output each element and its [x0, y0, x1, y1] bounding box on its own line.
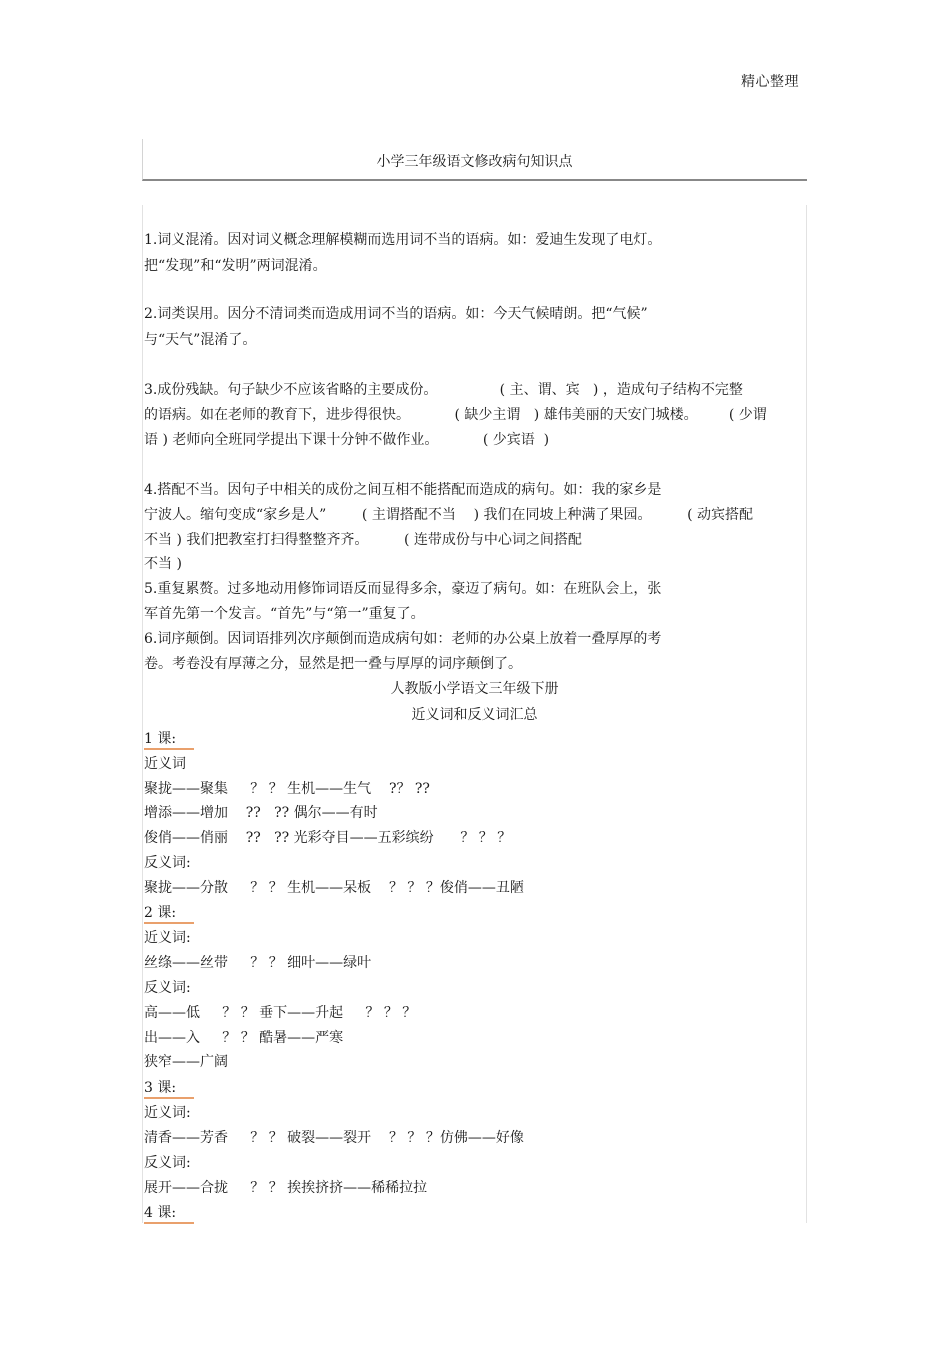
paragraph-line: 的语病。如在老师的教育下，进步得很快。 ( 缺少主谓 ) 雄伟美丽的天安门城楼。 ( 少谓	[144, 407, 767, 423]
paragraph-line: 1.词义混淆。因对词义概念理解模糊而选用词不当的语病。如：爱迪生发现了电灯。	[144, 232, 662, 248]
lesson-heading: 4 课:	[144, 1204, 194, 1224]
word-pair-line: 聚拢——聚集 ？ ？ 生机——生气 ?？ ??	[144, 781, 430, 797]
page-title: 小学三年级语文修改病句知识点	[376, 154, 573, 170]
paragraph-line: 宁波人。缩句变成“家乡是人” ( 主谓搭配不当 ) 我们在同坡上种满了果园。 ( 动宾搭配	[144, 507, 754, 523]
word-group-label: 近义词	[144, 756, 186, 772]
paragraph-line: 5.重复累赘。过多地动用修饰词语反而显得多余，豪迈了病句。如：在班队会上，张	[144, 581, 662, 597]
word-group-label: 反义词:	[144, 1155, 191, 1171]
paragraph-line: 不当 ) 我们把教室打扫得整整齐齐。 ( 连带成份与中心词之间搭配	[144, 532, 582, 548]
paragraph-line: 与“天气”混淆了。	[144, 332, 257, 348]
paragraph-line: 不当 )	[144, 556, 182, 572]
word-pair-line: 聚拢——分散 ？ ？ 生机——呆板 ？ ？ ？俊俏——丑陋	[144, 880, 524, 896]
header-note: 精心整理	[741, 74, 799, 90]
paragraph-line: 军首先第一个发言。“首先”与“第一”重复了。	[144, 606, 425, 622]
word-pair-line: 清香——芳香 ？ ？ 破裂——裂开 ？ ？ ？仿佛——好像	[144, 1130, 524, 1146]
paragraph-line: 把“发现”和“发明”两词混淆。	[144, 258, 327, 274]
word-pair-line: 出——入 ？ ？ 酷暑——严寒	[144, 1030, 344, 1046]
paragraph-line: 3.成份残缺。句子缺少不应该省略的主要成份。 ( 主、谓、宾 ) ，造成句子结构不完整	[144, 382, 743, 398]
word-pair-line: 展开——合拢 ？ ？ 挨挨挤挤——稀稀拉拉	[144, 1180, 428, 1196]
word-pair-line: 丝绦——丝带 ？ ？ 细叶——绿叶	[144, 955, 372, 971]
word-group-label: 近义词:	[144, 930, 191, 946]
section-subtitle: 近义词和反义词汇总	[411, 707, 538, 723]
word-pair-line: 狭窄——广阔	[144, 1054, 228, 1070]
paragraph-line: 4.搭配不当。因句子中相关的成份之间互相不能搭配而造成的病句。如：我的家乡是	[144, 482, 662, 498]
paragraph-line: 卷。考卷没有厚薄之分，显然是把一叠与厚厚的词序颠倒了。	[144, 656, 522, 672]
paragraph-line: 2.词类误用。因分不清词类而造成用词不当的语病。如：今天气候晴朗。把“气候”	[144, 306, 648, 322]
word-pair-line: 高——低 ？ ？ 垂下——升起 ？ ？ ？	[144, 1005, 417, 1021]
word-pair-line: 增添——增加 ?? ?? 偶尔——有时	[144, 805, 378, 821]
paragraph-line: 语 ) 老师向全班同学提出下课十分钟不做作业。 ( 少宾语 )	[144, 432, 550, 448]
word-group-label: 反义词:	[144, 980, 191, 996]
lesson-heading: 1 课:	[144, 730, 194, 750]
lesson-heading: 3 课:	[144, 1079, 194, 1099]
word-group-label: 近义词:	[144, 1105, 191, 1121]
paragraph-line: 6.词序颠倒。因词语排列次序颠倒而造成病句如：老师的办公桌上放着一叠厚厚的考	[144, 631, 662, 647]
lesson-heading: 2 课:	[144, 904, 194, 924]
word-group-label: 反义词:	[144, 855, 191, 871]
section-subtitle: 人教版小学语文三年级下册	[390, 681, 559, 697]
word-pair-line: 俊俏——俏丽 ?? ?? 光彩夺目——五彩缤纷 ？ ？ ？	[144, 830, 512, 846]
